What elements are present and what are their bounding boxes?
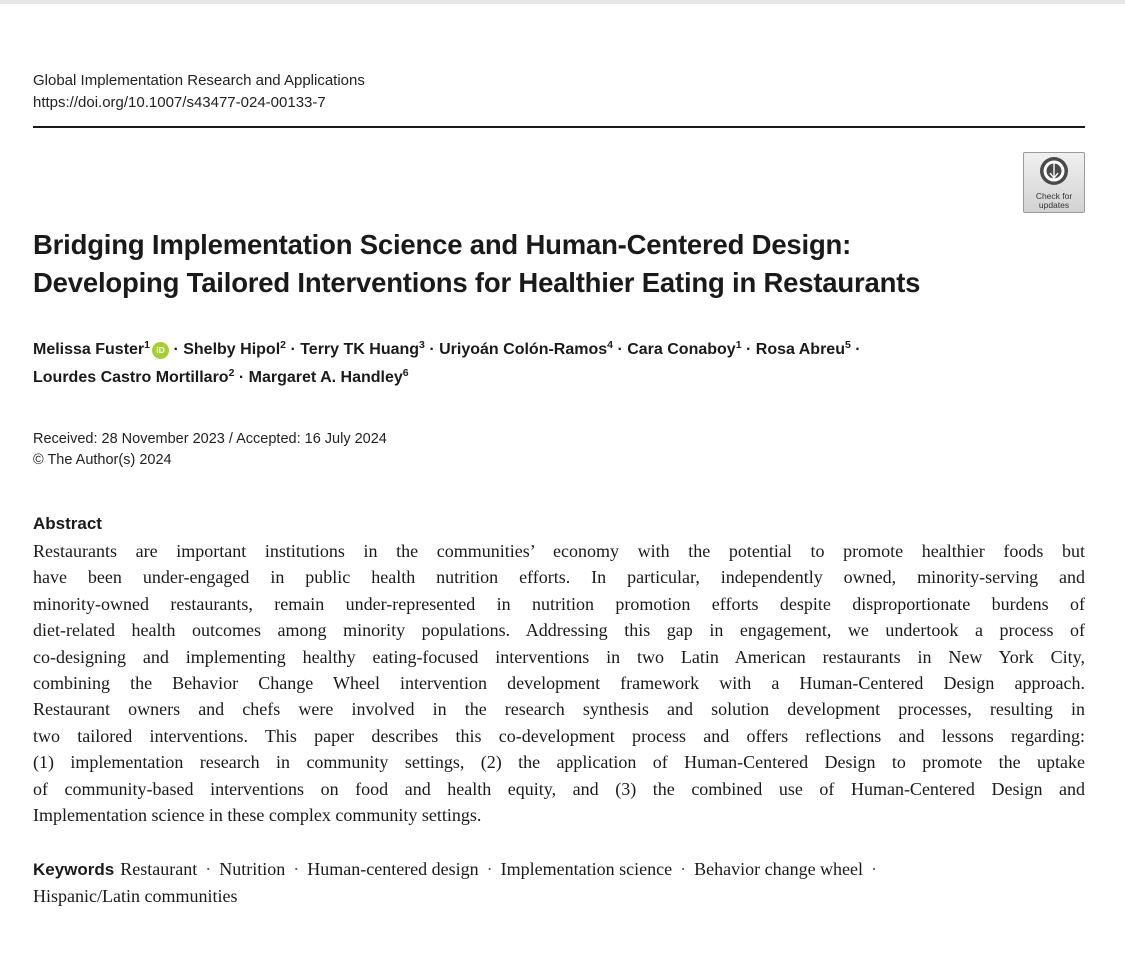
abstract-line: Restaurant owners and chefs were involved in the research synthesis and solution development processes, resulting in	[33, 699, 1085, 720]
author-name[interactable]: Rosa Abreu	[755, 341, 845, 358]
keyword-separator: ·	[486, 859, 493, 879]
article-dates	[33, 429, 387, 471]
received-accepted-dates: Received: 28 November 2023 / Accepted: 16 July 2024	[33, 431, 387, 447]
author-name[interactable]: Terry TK Huang	[300, 341, 420, 358]
journal-name: Global Implementation Research and Applications	[33, 72, 365, 89]
author-name[interactable]: Shelby Hipol	[183, 341, 281, 358]
author-separator: ·	[429, 341, 435, 358]
abstract-line: of community-based interventions on food and health equity, and (3) the combined use of Human-Centered Design and	[33, 778, 1085, 799]
keyword-separator: ·	[871, 859, 878, 879]
article-title	[33, 226, 1033, 302]
author-separator: ·	[290, 341, 296, 358]
author-separator: ·	[855, 341, 861, 358]
affiliation-number: 2	[280, 339, 286, 351]
copyright-notice: © The Author(s) 2024	[33, 452, 172, 468]
keyword-item: Implementation science	[500, 859, 673, 879]
author-name[interactable]: Uriyoán Colón-Ramos	[439, 341, 608, 358]
title-line-2: Developing Tailored Interventions for Healthier Eating in Restaurants	[33, 267, 921, 298]
affiliation-number: 1	[144, 339, 150, 351]
header-divider	[33, 126, 1085, 128]
keyword-item: Human-centered design	[307, 859, 479, 879]
author-separator: ·	[617, 341, 623, 358]
keywords-section	[33, 856, 1085, 910]
abstract-line: co-designing and implementing healthy eating-focused interventions in two Latin American restaurants in New York City,	[33, 646, 1085, 667]
doi-link[interactable]: https://doi.org/10.1007/s43477-024-00133-7	[33, 94, 326, 111]
abstract-heading: Abstract	[33, 514, 102, 533]
affiliation-number: 3	[419, 339, 425, 351]
keyword-separator: ·	[205, 859, 212, 879]
keyword-item: Hispanic/Latin communities	[33, 886, 238, 906]
abstract-line: have been under-engaged in public health nutrition efforts. In particular, independently owned, minority-serving and	[33, 567, 1085, 588]
keyword-separator: ·	[680, 859, 687, 879]
check-for-updates-button[interactable]	[1023, 152, 1085, 213]
journal-header	[33, 70, 365, 114]
keyword-item: Nutrition	[219, 859, 286, 879]
abstract-line: minority-owned restaurants, remain under-represented in nutrition promotion efforts despite disproportionate burdens of	[33, 593, 1085, 614]
affiliation-number: 6	[402, 367, 409, 379]
affiliation-number: 1	[735, 339, 742, 351]
orcid-icon[interactable]: iD	[152, 342, 169, 359]
keywords-label: Keywords	[33, 860, 115, 879]
abstract-line: diet-related health outcomes among minority populations. Addressing this gap in engagement, we undertook a process of	[33, 620, 1085, 641]
author-separator: ·	[238, 369, 245, 386]
keyword-separator: ·	[293, 859, 300, 879]
keyword-item: Restaurant	[120, 859, 198, 879]
check-for-label: Check for	[1035, 191, 1073, 201]
author-name[interactable]: Lourdes Castro Mortillaro	[33, 369, 229, 386]
author-name[interactable]: Margaret A. Handley	[248, 369, 403, 386]
updates-label: updates	[1038, 200, 1070, 210]
author-line-1	[33, 336, 1093, 364]
abstract-line: Implementation science in these complex community settings.	[33, 804, 482, 825]
affiliation-number: 4	[607, 339, 613, 351]
title-line-1: Bridging Implementation Science and Human-Centered Design:	[33, 229, 852, 260]
top-edge-strip	[0, 0, 1125, 4]
author-line-2	[33, 364, 1093, 392]
author-separator: ·	[173, 341, 179, 358]
abstract-line: (1) implementation research in community settings, (2) the application of Human-Centered Design to promote the uptake	[33, 752, 1085, 773]
abstract-line: Restaurants are important institutions in the communities’ economy with the potential to promote healthier foods but	[33, 541, 1085, 561]
affiliation-number: 5	[844, 339, 851, 351]
abstract-text	[33, 538, 1085, 828]
abstract-line: combining the Behavior Change Wheel intervention development framework with a Human-Centered Design approach.	[33, 672, 1085, 693]
abstract-line: two tailored interventions. This paper describes this co-development process and offers reflections and lessons regarding:	[33, 725, 1085, 746]
affiliation-number: 2	[228, 367, 235, 379]
author-name[interactable]: Cara Conaboy	[627, 341, 736, 358]
author-name[interactable]: Melissa Fuster	[33, 341, 145, 358]
author-list	[33, 336, 1093, 392]
author-separator: ·	[745, 341, 752, 358]
keyword-item: Behavior change wheel	[694, 859, 864, 879]
check-for-updates-icon	[1039, 156, 1069, 186]
